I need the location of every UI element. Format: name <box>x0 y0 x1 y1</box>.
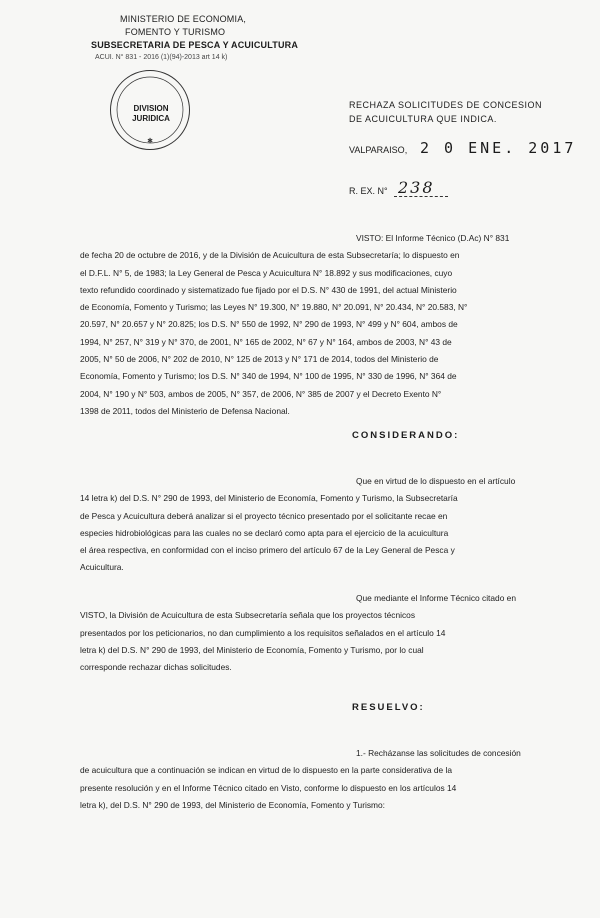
resolution-title-line-2: DE ACUICULTURA QUE INDICA. <box>349 114 497 124</box>
considerando-line: Que mediante el Informe Técnico citado en <box>356 593 516 603</box>
visto-paragraph <box>80 230 550 420</box>
resuelvo-heading: RESUELVO: <box>352 702 425 713</box>
rex-label: R. EX. N° <box>349 186 388 196</box>
considerando-heading: CONSIDERANDO: <box>352 430 460 441</box>
resuelvo-paragraph-1 <box>80 745 550 814</box>
resolution-title-line-1: RECHAZA SOLICITUDES DE CONCESION <box>349 100 543 110</box>
stamp-line-2: JURIDICA <box>132 114 170 123</box>
visto-line: 2005, N° 50 de 2006, N° 202 de 2010, N° 125 de 2013 y N° 171 de 2014, todos del Ministerio de <box>80 354 439 365</box>
visto-line: de Economía, Fomento y Turismo; las Leyes N° 19.300, N° 19.880, N° 20.091, N° 20.434, N° 20.583, N° <box>80 302 468 313</box>
subsecretaria-name: SUBSECRETARIA DE PESCA Y ACUICULTURA <box>91 40 299 50</box>
ministry-line-2: FOMENTO Y TURISMO <box>125 27 226 37</box>
considerando-line: el área respectiva, en conformidad con el inciso primero del artículo 67 de la Ley General de Pesca y <box>80 545 455 556</box>
ministry-line-1: MINISTERIO DE ECONOMIA, <box>120 14 247 24</box>
visto-line: el D.F.L. N° 5, de 1983; la Ley General de Pesca y Acuicultura N° 18.892 y sus modificaciones, cuyo <box>80 267 453 278</box>
considerando-line: Que en virtud de lo dispuesto en el artículo <box>356 476 516 486</box>
considerando-paragraph-2 <box>80 590 550 676</box>
resuelvo-line: de acuicultura que a continuación se indican en virtud de lo dispuesto en la parte considerativa de la <box>80 765 453 776</box>
visto-line: VISTO: El Informe Técnico (D.Ac) N° 831 <box>356 233 510 243</box>
considerando-paragraph-1 <box>80 473 550 577</box>
resuelvo-line: 1.- Recházanse las solicitudes de concesión <box>356 748 521 758</box>
reference-code: ACUI. N° 831 - 2016 (1)(94)-2013 art 14 k) <box>95 54 228 61</box>
considerando-line: de Pesca y Acuicultura deberá analizar si el proyecto técnico presentado por el solicitante recae en <box>80 510 448 521</box>
visto-line: 1398 de 2011, todos del Ministerio de Defensa Nacional. <box>80 405 290 416</box>
considerando-line: VISTO, la División de Acuicultura de esta Subsecretaría señala que los proyectos técnicos <box>80 610 416 621</box>
considerando-line: letra k) del D.S. N° 290 de 1993, del Ministerio de Economía, Fomento y Turismo, por lo cual <box>80 644 424 655</box>
rex-underline <box>394 196 448 197</box>
stamp-star-icon: ✱ <box>147 138 153 145</box>
visto-line: texto refundido coordinado y sistematizado fue fijado por el D.S. N° 430 de 1991, del actual Ministerio <box>80 284 457 295</box>
considerando-line: especies hidrobiológicas para las cuales no se declaró como apta para el ejercicio de la acuicultura <box>80 527 449 538</box>
considerando-line: corresponde rechazar dichas solicitudes. <box>80 662 232 673</box>
date-stamp: 2 0 ENE. 2017 <box>420 139 577 157</box>
stamp-line-1: DIVISION <box>133 104 169 113</box>
date-city: VALPARAISO, <box>349 145 408 155</box>
considerando-line: 14 letra k) del D.S. N° 290 de 1993, del Ministerio de Economía, Fomento y Turismo, la Subsecretaría <box>80 493 458 504</box>
considerando-line: Acuicultura. <box>80 562 124 573</box>
resuelvo-line: letra k), del D.S. N° 290 de 1993, del Ministerio de Economía, Fomento y Turismo: <box>80 799 385 810</box>
rex-number: 238 <box>398 178 435 197</box>
visto-line: 1994, N° 257, N° 319 y N° 370, de 2001, N° 165 de 2002, N° 67 y N° 164, ambos de 2003, N° 43 de <box>80 336 452 347</box>
resuelvo-line: presente resolución y en el Informe Técnico citado en Visto, conforme lo dispuesto en los artículos 14 <box>80 782 457 793</box>
visto-line: 2004, N° 190 y N° 503, ambos de 2005, N° 357, de 2006, N° 385 de 2007 y el Decreto Exento N° <box>80 388 442 399</box>
division-juridica-stamp <box>110 70 190 150</box>
visto-line: Economía, Fomento y Turismo; los D.S. N° 340 de 1994, N° 100 de 1995, N° 330 de 1996, N° 364 de <box>80 371 457 382</box>
visto-line: 20.597, N° 20.657 y N° 20.825; los D.S. N° 550 de 1992, N° 290 de 1993, N° 499 y N° 604, ambos de <box>80 319 458 330</box>
considerando-line: presentados por los peticionarios, no dan cumplimiento a los requisitos señalados en el artículo 14 <box>80 627 446 638</box>
visto-line: de fecha 20 de octubre de 2016, y de la División de Acuicultura de esta Subsecretaría; lo dispuesto en <box>80 250 460 261</box>
